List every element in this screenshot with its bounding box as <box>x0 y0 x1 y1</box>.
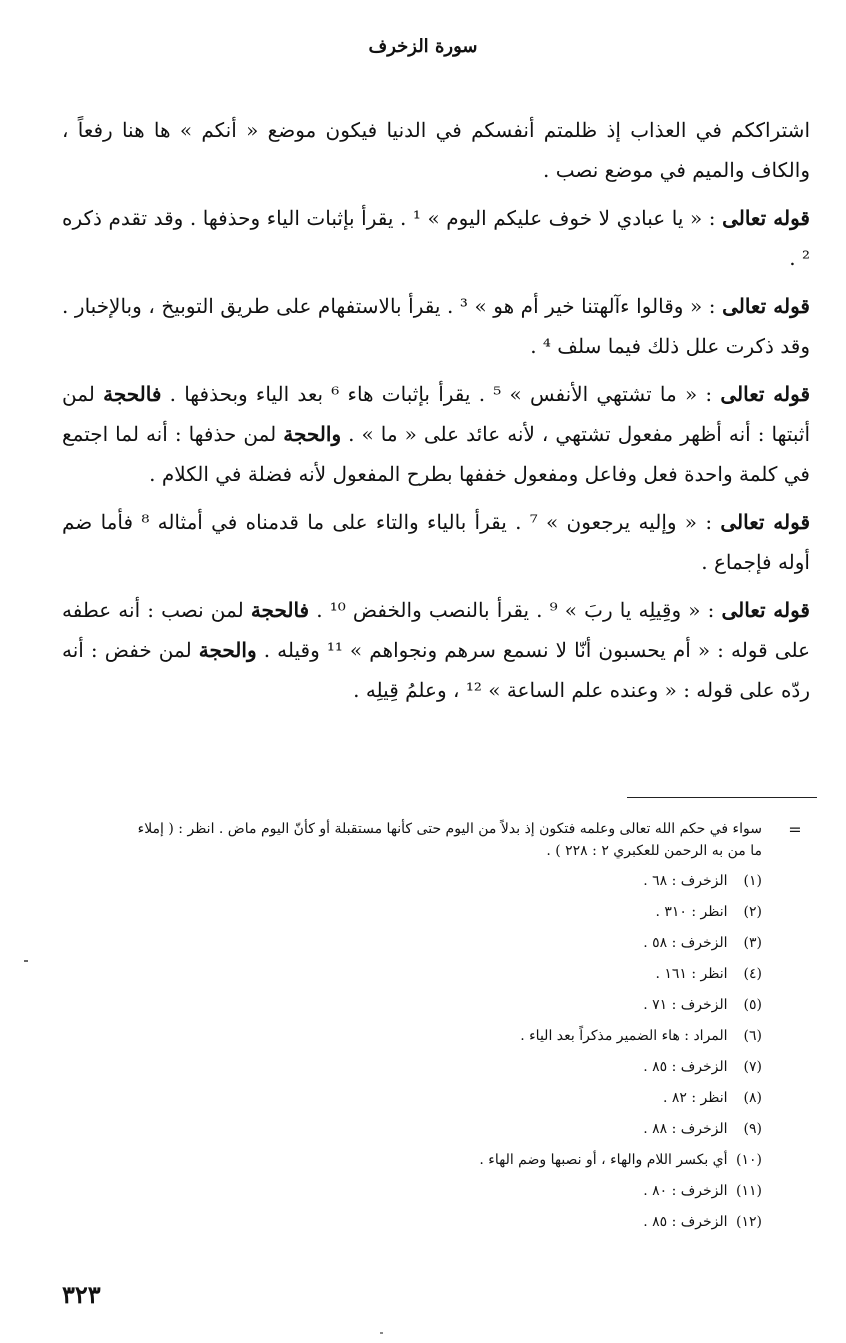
footnote-number: (٤) <box>743 966 762 982</box>
footnote-text: الزخرف : ٥٨ . <box>643 935 728 951</box>
paragraph-2 <box>62 198 810 278</box>
footnote-number: (١١) <box>736 1183 762 1199</box>
footnote-text: الزخرف : ٦٨ . <box>643 873 728 889</box>
paragraph-text: لمن خفض : أنه ردّه على قوله : « وعنده علم الساعة » ¹² ، وعلمُ قِيلِه . <box>62 638 810 702</box>
paragraph-text: : « وقالوا ءآلهتنا خير أم هو » ³ . يقرأ بالاستفهام على طريق التوبيخ ، وبالإخبار . وقد ذكرت علل ذلك فيما سلف ⁴ . <box>62 294 810 358</box>
footnote-item <box>62 1118 762 1141</box>
paragraph-text: لمن حذفها : أنه لما اجتمع في كلمة واحدة فعل وفاعل ومفعول خففها بطرح المفعول لأنه فضلة في الكلام . <box>62 422 810 486</box>
verse-lead: قوله تعالى <box>722 206 810 230</box>
footnote-text: انظر : ٣١٠ . <box>655 904 728 920</box>
footnote-item <box>62 1056 762 1079</box>
paragraph-6 <box>62 590 810 710</box>
footnote-text: المراد : هاء الضمير مذكراً بعد الياء . <box>520 1028 728 1044</box>
footnote-item <box>62 870 762 893</box>
paragraph-text: لمن نصب : أنه عطفه على قوله : « أم يحسبون أنّا لا نسمع سرهم ونجواهم » ¹¹ وقيله . <box>62 598 810 662</box>
footnote-item <box>62 901 762 924</box>
footnote-number: (١٢) <box>736 1214 762 1230</box>
paragraph-text: : « ما تشتهي الأنفس » ⁵ . يقرأ بإثبات هاء ⁶ بعد الياء وبحذفها . <box>161 382 721 406</box>
hujja-label: والحجة <box>283 422 342 446</box>
footnote-item <box>62 994 762 1017</box>
footnote-number: (٦) <box>743 1028 762 1044</box>
verse-lead: قوله تعالى <box>720 510 811 534</box>
footnote-item <box>62 1180 762 1203</box>
hujja-label: فالحجة <box>103 382 162 406</box>
footnote-item <box>62 1025 762 1048</box>
footnote-continuation: ما من به الرحمن للعكبري ٢ : ٢٢٨ ) . <box>546 843 762 859</box>
footnote-text: الزخرف : ٨٥ . <box>643 1059 728 1075</box>
continuation-mark: = <box>788 820 802 839</box>
footnote-number: (٨) <box>743 1090 762 1106</box>
footnote-item <box>62 1149 762 1172</box>
footnote-item <box>62 1211 762 1234</box>
footnote-text: أي بكسر اللام والهاء ، أو نصبها وضم الهاء . <box>479 1152 728 1168</box>
paragraph-text: : « يا عبادي لا خوف عليكم اليوم » ¹ . يقرأ بإثبات الياء وحذفها . وقد تقدم ذكره ² . <box>62 206 810 270</box>
footnote-number: (٣) <box>743 935 762 951</box>
page-number: ٣٢٣ <box>62 1280 101 1309</box>
footnotes <box>62 818 762 1234</box>
footnote-item <box>62 932 762 955</box>
verse-lead: قوله تعالى <box>722 294 810 318</box>
paragraph-4 <box>62 374 810 494</box>
footnote-text: الزخرف : ٨٨ . <box>643 1121 728 1137</box>
footnote-item <box>62 1087 762 1110</box>
paragraph-text: : « وقِيلِه يا ربَ » ⁹ . يقرأ بالنصب والخفض ¹⁰ . <box>309 598 722 622</box>
footnote-number: (٢) <box>743 904 762 920</box>
main-text <box>62 110 810 718</box>
footnote-number: (٥) <box>743 997 762 1013</box>
scan-speck <box>380 1332 383 1334</box>
footnote-text: انظر : ١٦١ . <box>655 966 728 982</box>
footnote-text: الزخرف : ٨٥ . <box>643 1214 728 1230</box>
paragraph-5 <box>62 502 810 582</box>
footnote-separator <box>627 797 817 798</box>
footnote-continuation: سواء في حكم الله تعالى وعلمه فتكون إذ بدلاً من اليوم حتى كأنها مستقبلة أو كأنّ اليوم ماض . انظر : ( إملاء <box>137 821 762 837</box>
paragraph-text: : « وإليه يرجعون » ⁷ . يقرأ بالياء والتاء على ما قدمناه في أمثاله ⁸ فأما ضم أوله فإجماع . <box>62 510 810 574</box>
verse-lead: قوله تعالى <box>720 382 810 406</box>
page-title: سورة الزخرف <box>368 36 478 57</box>
paragraph-3 <box>62 286 810 366</box>
footnote-list <box>62 870 762 1234</box>
hujja-label: والحجة <box>198 638 257 662</box>
footnote-number: (١) <box>743 873 762 889</box>
hujja-label: فالحجة <box>250 598 310 622</box>
paragraph-1: اشتراككم في العذاب إذ ظلمتم أنفسكم في الدنيا فيكون موضع « أنكم » ها هنا رفعاً ، والكاف والميم في موضع نصب . <box>62 118 810 182</box>
footnote-item <box>62 963 762 986</box>
paragraph-text: لمن أثبتها : أنه أظهر مفعول تشتهي ، لأنه عائد على « ما » . <box>62 382 810 446</box>
scan-speck <box>24 960 28 962</box>
verse-lead: قوله تعالى <box>721 598 810 622</box>
footnote-text: الزخرف : ٨٠ . <box>643 1183 728 1199</box>
footnote-number: (١٠) <box>736 1152 762 1168</box>
footnote-text: انظر : ٨٢ . <box>662 1090 728 1106</box>
footnote-number: (٧) <box>743 1059 762 1075</box>
footnote-text: الزخرف : ٧١ . <box>643 997 728 1013</box>
footnote-number: (٩) <box>743 1121 762 1137</box>
